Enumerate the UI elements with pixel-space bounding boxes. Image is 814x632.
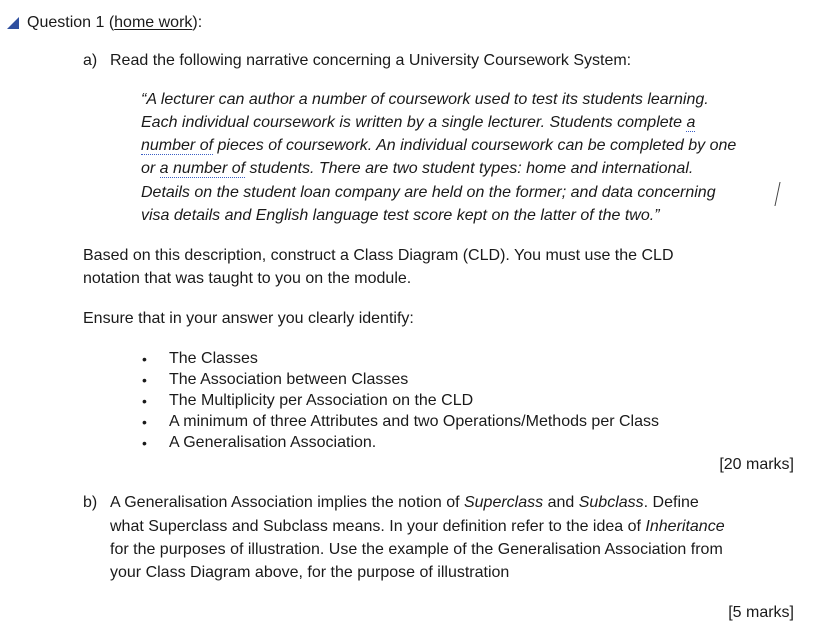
list-item: The Association between Classes xyxy=(169,371,409,388)
part-b-line-4: your Class Diagram above, for the purpose of illustration xyxy=(110,564,510,581)
instruction-line-2: notation that was taught to you on the module. xyxy=(83,270,412,287)
quote-line-4: or a number of students. There are two student types: home and international. xyxy=(141,160,694,177)
list-item: A minimum of three Attributes and two Operations/Methods per Class xyxy=(169,413,660,430)
question-heading xyxy=(0,12,202,34)
part-b-label: b) xyxy=(83,494,98,511)
part-b-line-3: for the purposes of illustration. Use the example of the Generalisation Association from xyxy=(110,541,723,558)
part-b-marks: [5 marks] xyxy=(728,604,794,621)
instruction-line-1: Based on this description, construct a Class Diagram (CLD). You must use the CLD xyxy=(83,247,674,264)
bullet-icon: • xyxy=(142,372,147,388)
grammar-flag[interactable]: a xyxy=(686,114,696,131)
part-a-label: a) xyxy=(83,52,98,69)
part-a-intro: Read the following narrative concerning a University Coursework System: xyxy=(110,52,632,69)
quote-line-6: visa details and English language test score kept on the latter of the two.” xyxy=(141,207,660,224)
ensure-line: Ensure that in your answer you clearly identify: xyxy=(83,310,414,327)
bullet-icon: • xyxy=(142,414,147,430)
quote-line-3: number of pieces of coursework. An individual coursework can be completed by one xyxy=(141,137,737,154)
grammar-flag[interactable]: number of xyxy=(141,137,214,154)
quote-line-2: Each individual coursework is written by a single lecturer. Students complete a xyxy=(141,114,696,131)
list-item: A Generalisation Association. xyxy=(169,434,377,451)
bullet-icon: • xyxy=(142,435,147,451)
bullet-icon: • xyxy=(142,393,147,409)
list-item: The Classes xyxy=(169,350,258,367)
quote-line-5: Details on the student loan company are held on the former; and data concerning xyxy=(141,184,716,201)
question-title: Question 1 (home work): xyxy=(27,14,203,31)
text-cursor xyxy=(774,182,780,206)
quote-line-1: “A lecturer can author a number of coursework used to test its students learning. xyxy=(141,91,709,108)
part-a-marks: [20 marks] xyxy=(719,456,794,473)
list-item: The Multiplicity per Association on the CLD xyxy=(169,392,474,409)
grammar-flag[interactable]: a number of xyxy=(159,160,246,177)
part-b-line-1: A Generalisation Association implies the notion of Superclass and Subclass. Define xyxy=(110,494,699,511)
part-b-line-2: what Superclass and Subclass means. In your definition refer to the idea of Inheritance xyxy=(110,518,725,535)
collapse-triangle-icon[interactable] xyxy=(5,15,21,31)
bullet-icon: • xyxy=(142,351,147,367)
home-work-link[interactable]: home work xyxy=(114,14,193,31)
